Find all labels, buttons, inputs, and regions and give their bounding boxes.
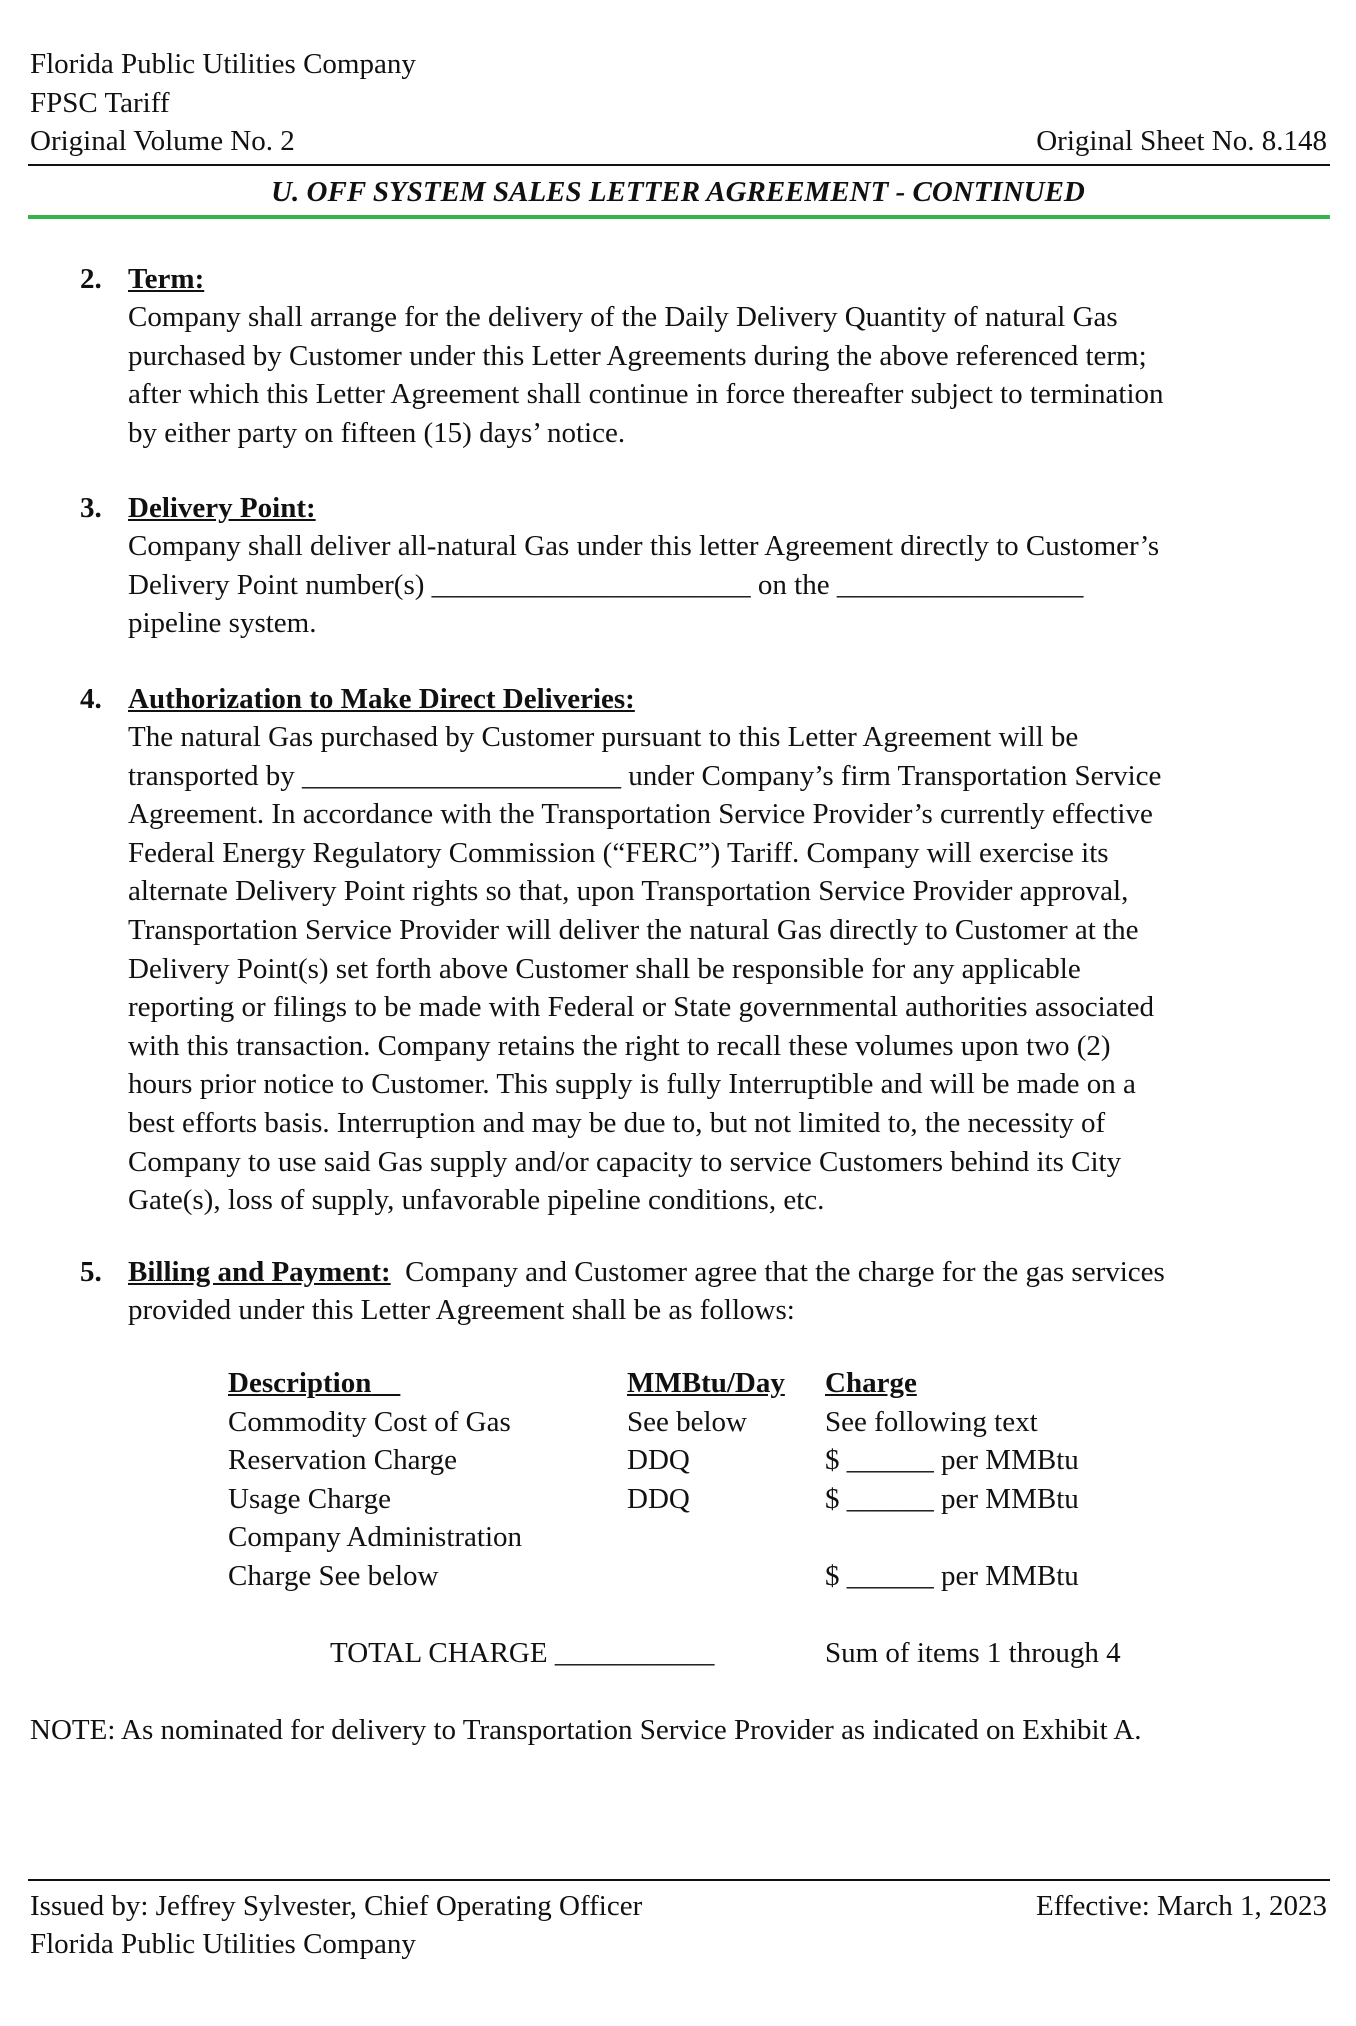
text-line: purchased by Customer under this Letter Agreements during the above referenced term; (128, 339, 1147, 372)
section-heading-authorization: Authorization to Make Direct Deliveries: (128, 683, 635, 715)
table-cell: Reservation Charge (228, 1444, 457, 1477)
billing-first-line (128, 1253, 1165, 1291)
table-cell: Usage Charge (228, 1482, 391, 1515)
section-number: 5. (80, 1256, 102, 1288)
table-row (228, 1521, 1079, 1560)
note-text: NOTE: As nominated for delivery to Transportation Service Provider as indicated on Exhibit A. (30, 1714, 1142, 1746)
table-cell: $ ______ per MMBtu (825, 1444, 1079, 1477)
section-heading-billing: Billing and Payment: (128, 1256, 391, 1288)
table-cell (627, 1521, 825, 1560)
table-row (228, 1406, 1079, 1445)
charges-table (228, 1367, 1079, 1599)
table-cell: See following text (825, 1405, 1038, 1438)
text-line: Transportation Service Provider will deliver the natural Gas directly to Customer at the (128, 913, 1139, 946)
text-line: Federal Energy Regulatory Commission (“FERC”) Tariff. Company will exercise its (128, 836, 1109, 869)
table-cell: DDQ (627, 1444, 690, 1477)
text-line: Company to use said Gas supply and/or capacity to service Customers behind its City (128, 1145, 1122, 1178)
section-number: 3. (80, 492, 102, 524)
table-header-row (228, 1367, 1079, 1406)
column-header-mmbtu: MMBtu/Day (627, 1367, 785, 1399)
table-row (228, 1560, 1079, 1599)
section-heading-term: Term: (128, 263, 205, 295)
section-number: 2. (80, 263, 102, 295)
billing-intro: Company and Customer agree that the charge for the gas services (405, 1256, 1165, 1288)
section-heading-delivery-point: Delivery Point: (128, 492, 316, 524)
text-line: Delivery Point number(s) ______________________ on the _________________ (128, 568, 1084, 601)
text-line: reporting or filings to be made with Federal or State governmental authorities associated (128, 991, 1154, 1024)
footer-company: Florida Public Utilities Company (30, 1928, 416, 1960)
section-number: 4. (80, 683, 102, 715)
total-charge-value: Sum of items 1 through 4 (825, 1637, 1121, 1669)
sheet-number: Original Sheet No. 8.148 (1036, 125, 1327, 157)
text-line: Gate(s), loss of supply, unfavorable pipeline conditions, etc. (128, 1184, 825, 1217)
page-title: U. OFF SYSTEM SALES LETTER AGREEMENT - CONTINUED (271, 176, 1085, 208)
table-cell (825, 1521, 1079, 1560)
table-cell: See below (627, 1405, 747, 1438)
table-cell: Company Administration (228, 1521, 523, 1554)
text-line: hours prior notice to Customer. This supply is fully Interruptible and will be made on a (128, 1068, 1136, 1101)
billing-second-line: provided under this Letter Agreement shall be as follows: (128, 1294, 795, 1326)
effective-date: Effective: March 1, 2023 (1036, 1890, 1327, 1922)
text-line: The natural Gas purchased by Customer pursuant to this Letter Agreement will be (128, 721, 1079, 753)
delivery-paragraph (128, 527, 1333, 643)
term-paragraph (128, 298, 1333, 452)
table-cell: $ ______ per MMBtu (825, 1559, 1079, 1592)
table-cell: Charge See below (228, 1559, 439, 1592)
issued-by: Issued by: Jeffrey Sylvester, Chief Operating Officer (30, 1890, 643, 1922)
text-line: by either party on fifteen (15) days’ notice. (128, 416, 626, 449)
text-line: Company shall deliver all-natural Gas under this letter Agreement directly to Customer’s (128, 530, 1160, 562)
company-name: Florida Public Utilities Company (30, 48, 416, 80)
total-charge-label: TOTAL CHARGE ___________ (330, 1637, 715, 1669)
table-cell (627, 1560, 825, 1599)
text-line: pipeline system. (128, 607, 317, 640)
table-row (228, 1483, 1079, 1522)
column-header-charge: Charge (825, 1367, 917, 1399)
title-divider (28, 215, 1330, 219)
text-line: Company shall arrange for the delivery of the Daily Delivery Quantity of natural Gas (128, 301, 1118, 333)
footer-divider (28, 1879, 1330, 1881)
table-row (228, 1444, 1079, 1483)
tariff-label: FPSC Tariff (30, 87, 170, 119)
text-line: Delivery Point(s) set forth above Customer shall be responsible for any applicable (128, 952, 1081, 985)
text-line: after which this Letter Agreement shall continue in force thereafter subject to termination (128, 378, 1164, 411)
text-line: with this transaction. Company retains the right to recall these volumes upon two (2) (128, 1029, 1111, 1062)
text-line: best efforts basis. Interruption and may be due to, but not limited to, the necessity of (128, 1106, 1106, 1139)
table-cell: Commodity Cost of Gas (228, 1405, 511, 1438)
header-divider (28, 164, 1330, 166)
text-line: Agreement. In accordance with the Transportation Service Provider’s currently effective (128, 798, 1153, 831)
text-line: transported by ______________________ under Company’s firm Transportation Service (128, 759, 1162, 792)
text-line: alternate Delivery Point rights so that, upon Transportation Service Provider approval, (128, 875, 1129, 908)
authorization-paragraph (128, 718, 1333, 1220)
table-cell: DDQ (627, 1482, 690, 1515)
column-header-description: Description (228, 1367, 372, 1399)
volume-label: Original Volume No. 2 (30, 125, 295, 157)
table-cell: $ ______ per MMBtu (825, 1482, 1079, 1515)
